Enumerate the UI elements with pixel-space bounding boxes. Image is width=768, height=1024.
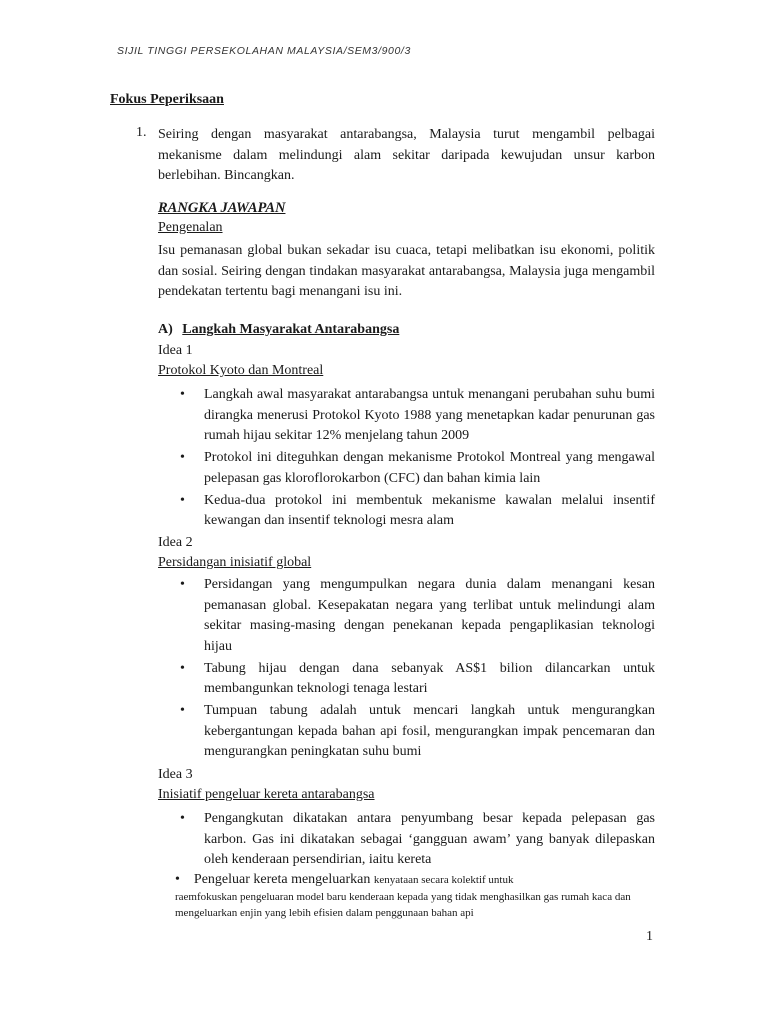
- list-item: • Kedua-dua protokol ini membentuk mekanisme kawalan melalui insentif kewangan dan insentif teknologi mesra alam: [180, 492, 655, 528]
- last-bullet-lead: • Pengeluar kereta mengeluarkan kenyataan secara kolektif untuk: [175, 872, 514, 887]
- question-text: Seiring dengan masyarakat antarabangsa, Malaysia turut mengambil pelbagai mekanisme dalam melindungi alam sekitar daripada kewujudan unsur karbon berlebihan. Bincangkan.: [158, 127, 655, 183]
- list-item: • Langkah awal masyarakat antarabangsa untuk menangani perubahan suhu bumi dirangka menerusi Protokol Kyoto 1988 yang menetapkan kadar penurunan gas rumah hijau sekitar 12% menjelang tahun 2009: [180, 387, 655, 443]
- section-title: Fokus Peperiksaan: [110, 92, 224, 107]
- section-a-title: Langkah Masyarakat Antarabangsa: [182, 322, 400, 337]
- section-a-heading: [158, 322, 399, 338]
- list-item: • Tumpuan tabung adalah untuk mencari langkah untuk mengurangkan kebergantungan kepada bahan api fosil, mengurangkan impak pencemaran dan mengurangkan peningkatan suhu bumi: [180, 703, 655, 759]
- idea-3-title: Inisiatif pengeluar kereta antarabangsa: [158, 787, 375, 802]
- list-item: • Persidangan yang mengumpulkan negara dunia dalam menangani kesan pemanasan global. Kesepakatan negara yang terlibat untuk melindungi alam sekitar masing-masing dengan penekanan kepada pengaplikasian teknologi hijau: [180, 577, 655, 654]
- question-number: 1.: [136, 125, 147, 140]
- idea-3-bullets: [180, 809, 655, 872]
- idea-2-bullets: [180, 575, 655, 764]
- idea-2-title: Persidangan inisiatif global: [158, 555, 312, 570]
- rangka-jawapan-heading: RANGKA JAWAPAN: [158, 200, 286, 216]
- list-item: • Tabung hijau dengan dana sebanyak AS$1 bilion dilancarkan untuk membangunkan teknologi tenaga lestari: [180, 660, 655, 696]
- list-item: • Protokol ini diteguhkan dengan mekanisme Protokol Montreal yang mengawal pelepasan gas kloroflorokarbon (CFC) dan bahan kimia lain: [180, 450, 655, 486]
- bullet-icon: •: [180, 387, 185, 402]
- idea-1-label: Idea 1: [158, 343, 193, 358]
- bullet-icon: •: [180, 450, 185, 465]
- bullet-icon: •: [180, 660, 185, 676]
- last-bullet: [175, 871, 635, 921]
- idea-2-label: Idea 2: [158, 535, 193, 550]
- idea-1-title: Protokol Kyoto dan Montreal: [158, 363, 324, 378]
- section-a-prefix: A): [158, 322, 173, 337]
- list-item: • Pengangkutan dikatakan antara penyumbang besar kepada pelepasan gas karbon. Gas ini dikatakan sebagai ‘gangguan awam’ yang banyak dilepaskan oleh kenderaan persendirian, iaitu kereta: [180, 811, 655, 867]
- bullet-icon: •: [180, 492, 185, 508]
- idea-3-label: Idea 3: [158, 767, 193, 782]
- bullet-icon: •: [180, 577, 185, 592]
- intro-label: Pengenalan: [158, 220, 223, 235]
- intro-text: Isu pemanasan global bukan sekadar isu cuaca, tetapi melibatkan isu ekonomi, politik dan sosial. Seiring dengan tindakan masyarakat antarabangsa, Malaysia juga mengambil pendekatan tertentu bagi menangani isu ini.: [158, 243, 655, 299]
- last-bullet-rest: raemfokuskan pengeluaran model baru kenderaan kepada yang tidak menghasilkan gas rumah kaca dan mengeluarkan enjin yang lebih efisien dalam penggunaan bahan api: [175, 891, 631, 919]
- idea-1-bullets: [180, 385, 655, 533]
- bullet-icon: •: [180, 703, 185, 718]
- page-header: SIJIL TINGGI PERSEKOLAHAN MALAYSIA/SEM3/900/3: [117, 45, 411, 57]
- bullet-icon: •: [180, 811, 185, 826]
- page-number: 1: [646, 929, 653, 944]
